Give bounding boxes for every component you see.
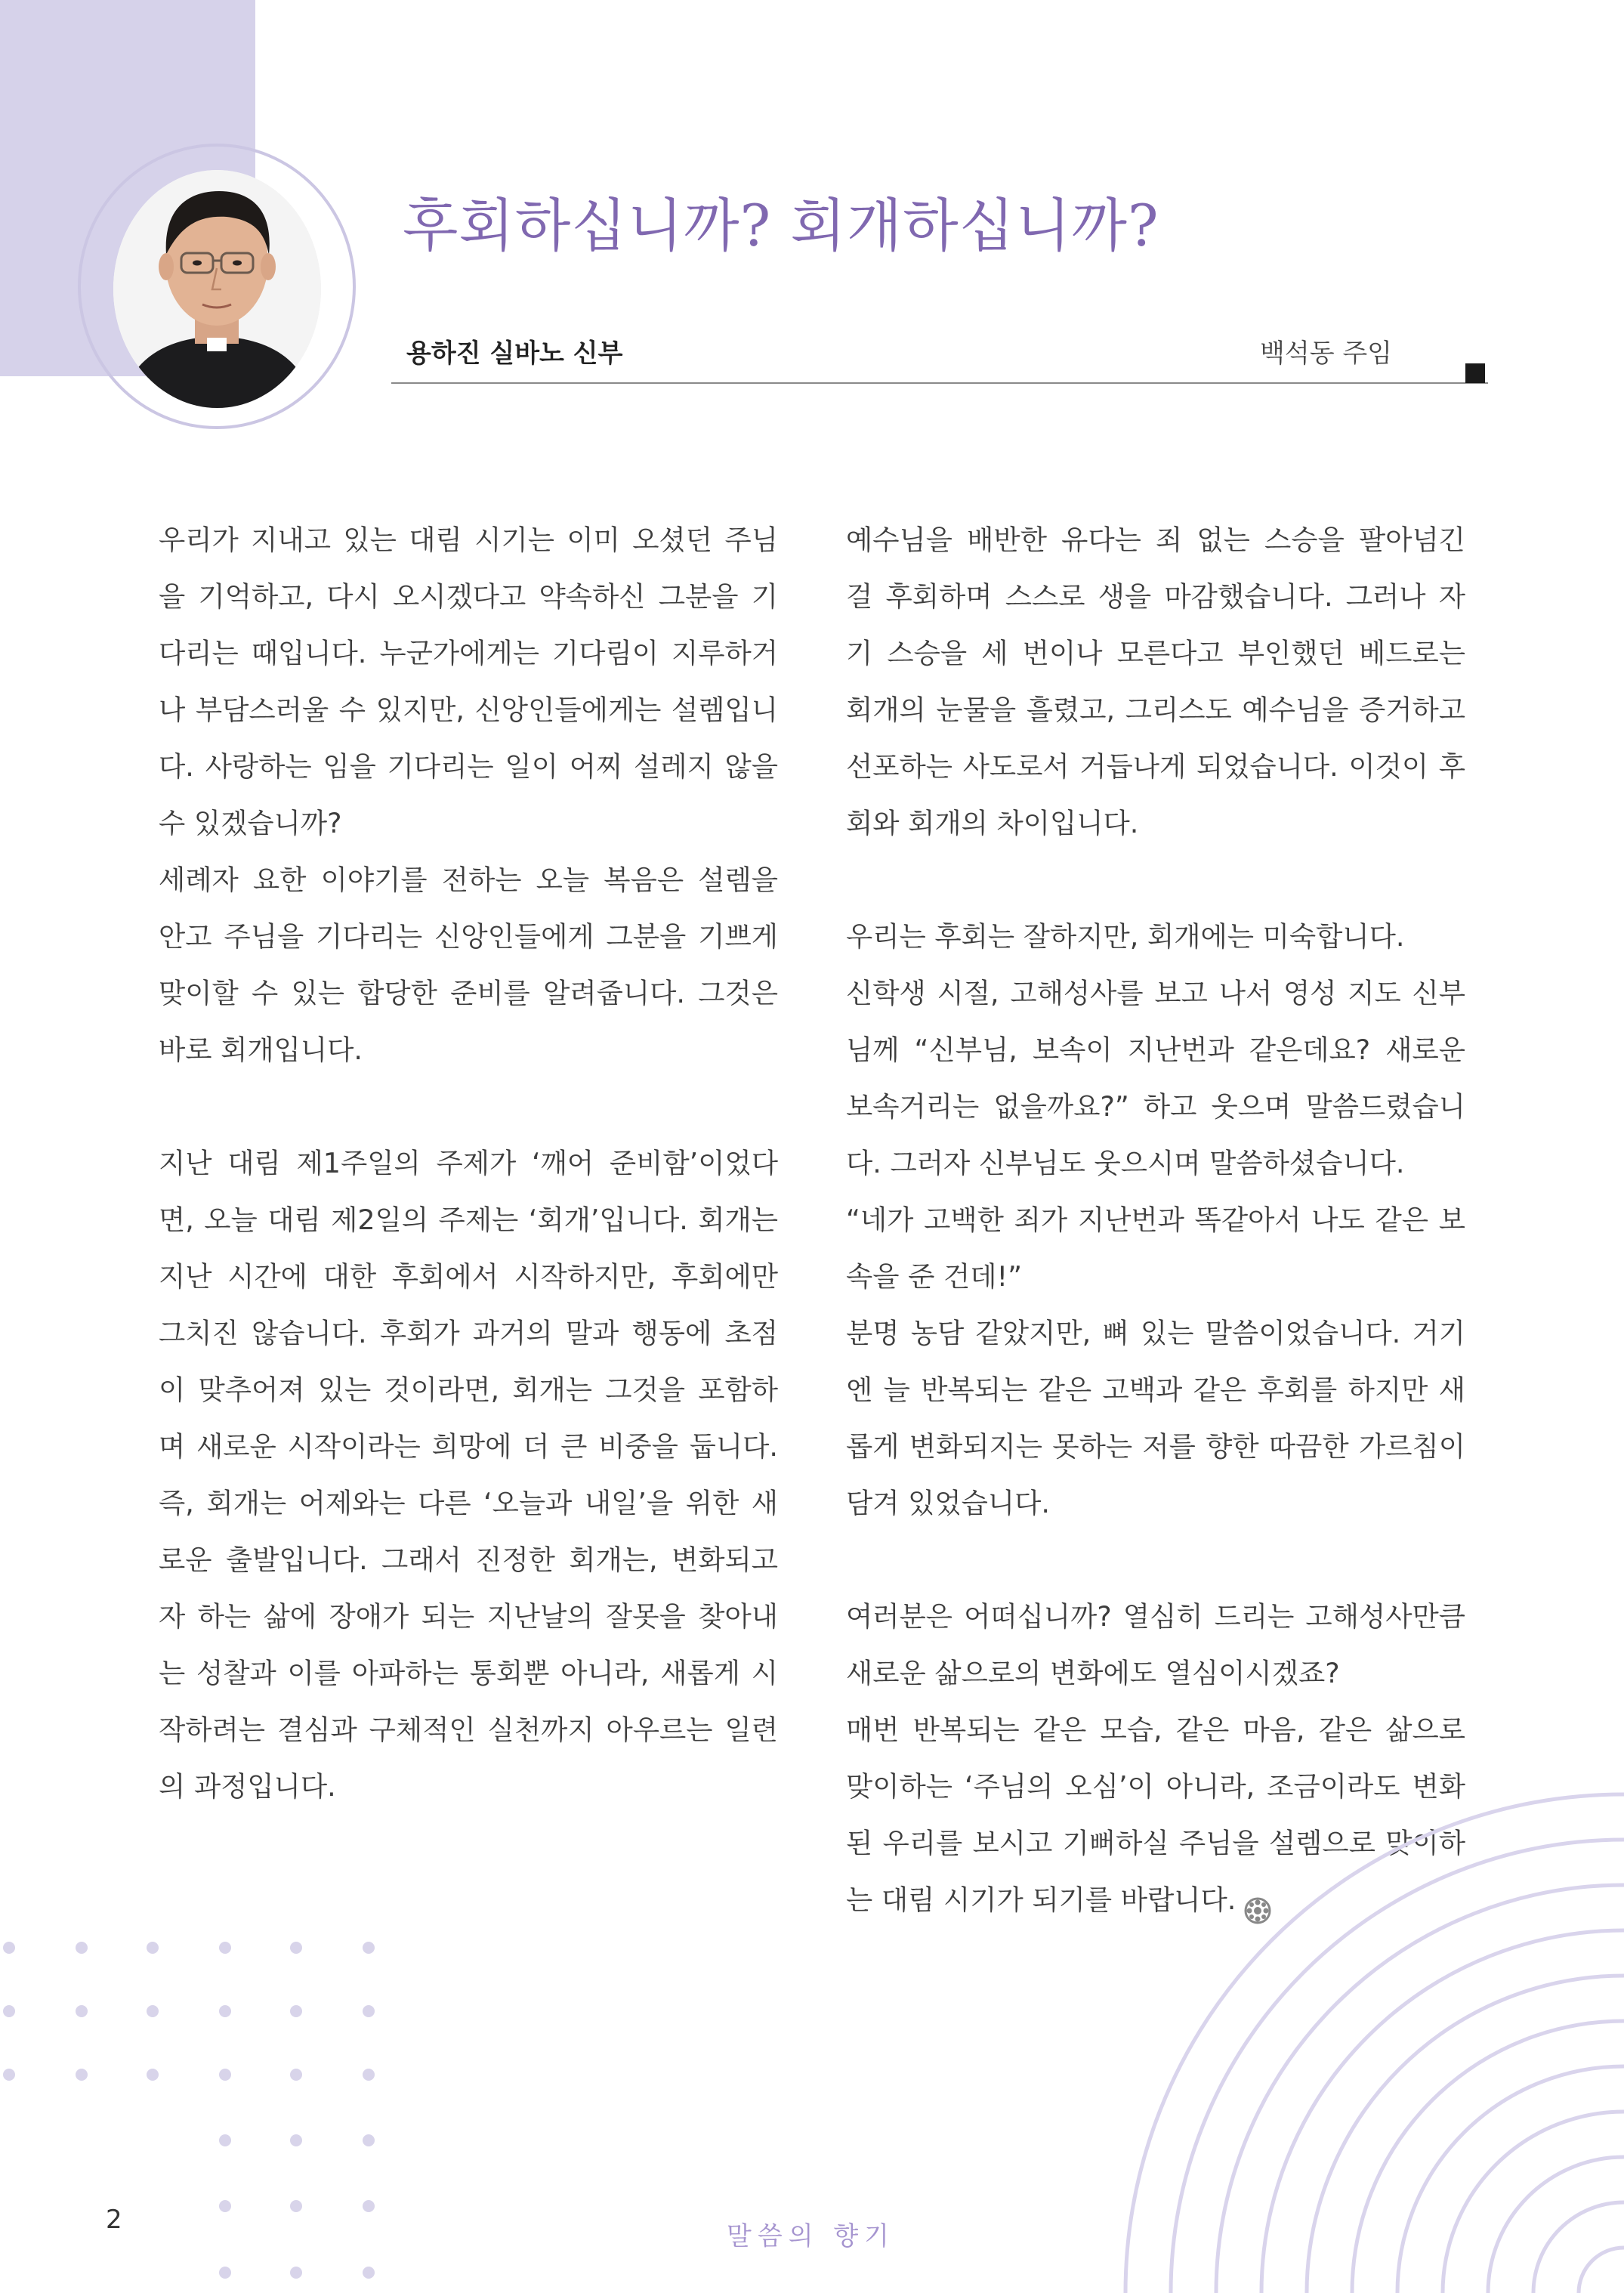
paragraph: 여러분은 어떠십니까? 열심히 드리는 고해성사만큼 새로운 삶으로의 변화에도 열심이시겠죠? xyxy=(846,1600,1465,1689)
paragraph: 우리는 후회는 잘하지만, 회개에는 미숙합니다. xyxy=(846,920,1405,953)
author-position: 백석동 주임 xyxy=(1260,338,1393,369)
page-number: 2 xyxy=(106,2205,122,2235)
paragraph: 예수님을 배반한 유다는 죄 없는 스승을 팔아넘긴 걸 후회하며 스스로 생을 마감했습니다. 그러나 자기 스승을 세 번이나 모른다고 부인했던 베드로는 회개의 눈물을 흘렸고, 그리스도 예수님을 증거하고 선포하는 사도로서 거듭나게 되었습니다. 이것이 후회와 회개의 차이입니다. xyxy=(846,524,1465,839)
footer-title: 말씀의 향기 xyxy=(727,2221,896,2251)
paragraph-final-text: 매번 반복되는 같은 모습, 같은 마음, 같은 삶으로 맞이하는 ‘주님의 오심’이 아니라, 조금이라도 변화된 우리를 보시고 기뻐하실 주님을 설렘으로 맞이하는 대림 시기가 되기를 바랍니다. xyxy=(846,1714,1465,1916)
paragraph: 신학생 시절, 고해성사를 보고 나서 영성 지도 신부님께 “신부님, 보속이 지난번과 같은데요? 새로운 보속거리는 없을까요?” 하고 웃으며 말씀드렸습니다. 그러자 신부님도 웃으시며 말씀하셨습니다. xyxy=(846,977,1465,1179)
paragraph: 세례자 요한 이야기를 전하는 오늘 복음은 설렘을 안고 주님을 기다리는 신앙인들에게 그분을 기쁘게 맞이할 수 있는 합당한 준비를 알려줍니다. 그것은 바로 회개입니다. xyxy=(159,864,778,1066)
dot-grid-decoration xyxy=(0,1934,393,2293)
divider-square-mark xyxy=(1465,363,1485,383)
concentric-arcs-decoration xyxy=(1042,1723,1624,2293)
header-divider xyxy=(391,382,1488,384)
author-photo xyxy=(113,170,321,408)
paragraph: 우리가 지내고 있는 대림 시기는 이미 오셨던 주님을 기억하고, 다시 오시겠다고 약속하신 그분을 기다리는 때입니다. 누군가에게는 기다림이 지루하거나 부담스러울 수 있지만, 신앙인들에게는 설렘입니다. 사랑하는 임을 기다리는 일이 어찌 설레지 않을 수 있겠습니까? xyxy=(159,524,778,839)
paragraph: “네가 고백한 죄가 지난번과 똑같아서 나도 같은 보속을 준 건데!” xyxy=(846,1204,1465,1293)
author-name: 용하진 실바노 신부 xyxy=(406,338,623,369)
right-column xyxy=(846,511,1465,1928)
paragraph: 분명 농담 같았지만, 뼈 있는 말씀이었습니다. 거기엔 늘 반복되는 같은 고백과 같은 후회를 하지만 새롭게 변화되지는 못하는 저를 향한 따끔한 가르침이 담겨 있었습니다. xyxy=(846,1317,1465,1519)
left-column xyxy=(159,511,778,1815)
article-title: 후회하십니까? 회개하십니까? xyxy=(403,192,1159,259)
paragraph: 지난 대림 제1주일의 주제가 ‘깨어 준비함’이었다면, 오늘 대림 제2일의 주제는 ‘회개’입니다. 회개는 지난 시간에 대한 후회에서 시작하지만, 후회에만 그치진 않습니다. 후회가 과거의 말과 행동에 초점이 맞추어져 있는 것이라면, 회개는 그것을 포함하며 새로운 시작이라는 희망에 더 큰 비중을 둡니다. 즉, 회개는 어제와는 다른 ‘오늘과 내일’을 위한 새로운 출발입니다. 그래서 진정한 회개는, 변화되고자 하는 삶에 장애가 되는 지난날의 잘못을 찾아내는 성찰과 이를 아파하는 통회뿐 아니라, 새롭게 시작하려는 결심과 구체적인 실천까지 아우르는 일련의 과정입니다. xyxy=(159,1147,778,1803)
